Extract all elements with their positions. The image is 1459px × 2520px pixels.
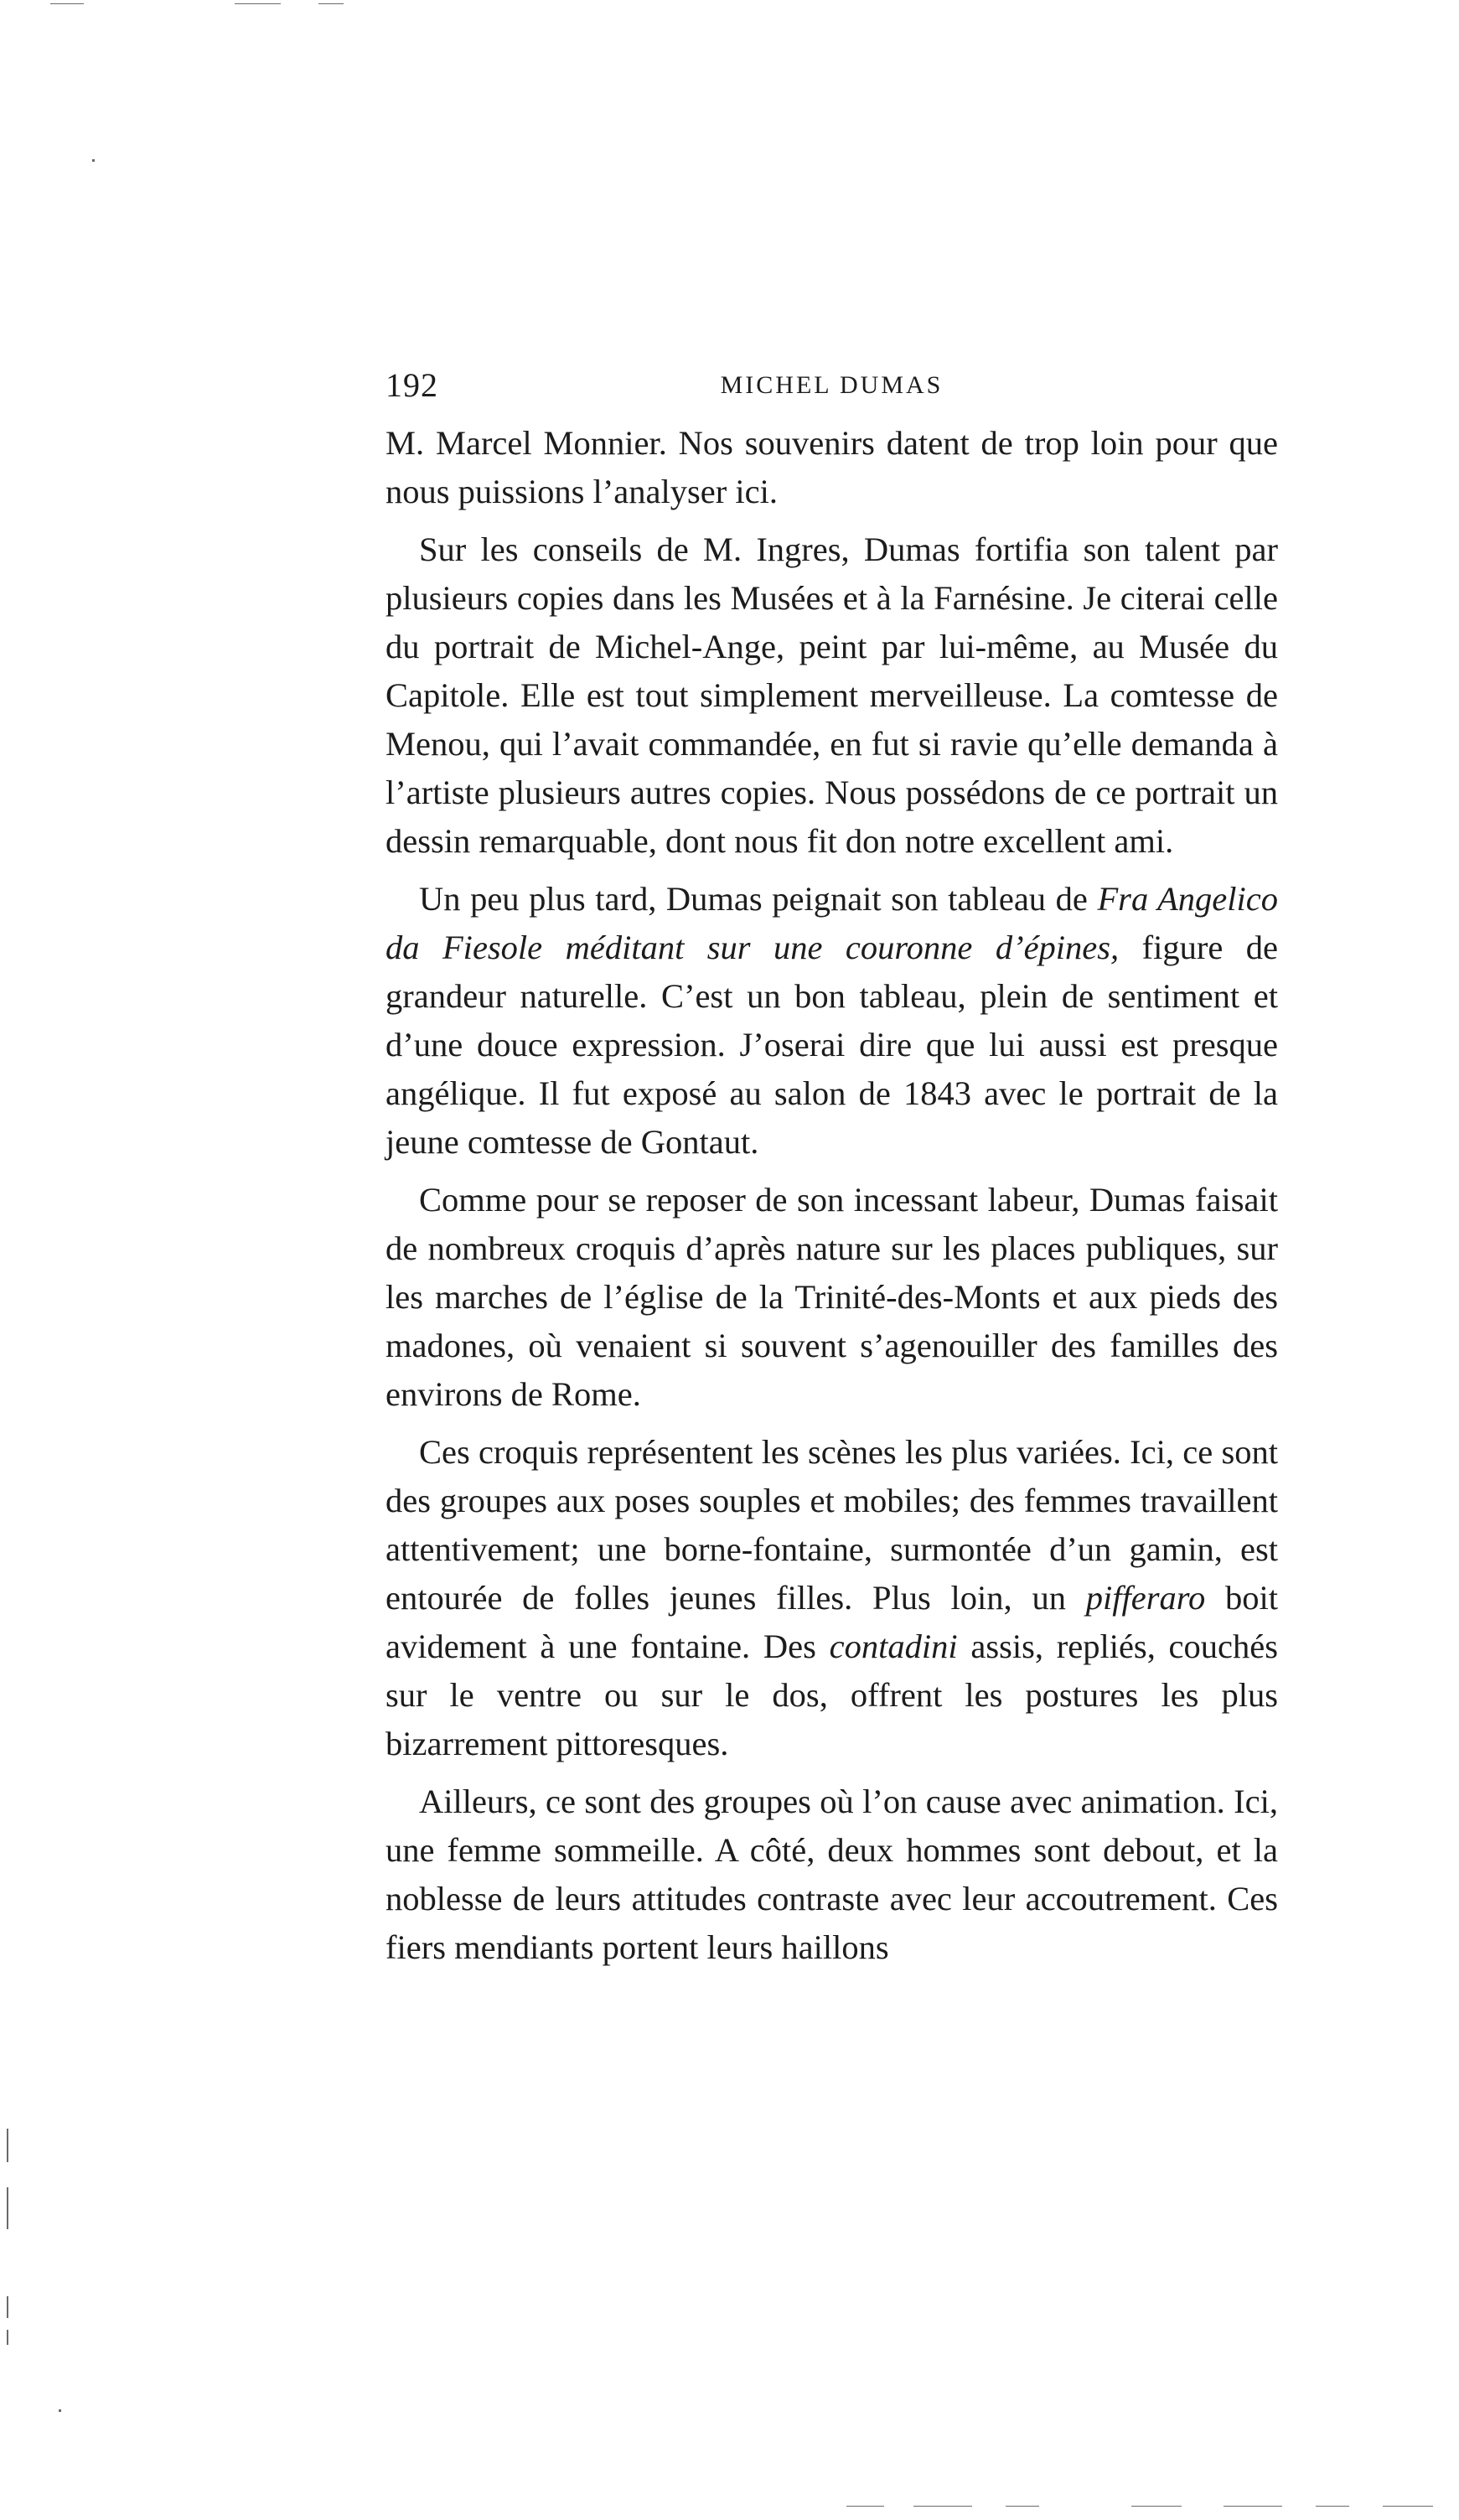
painting-title: Fra Angelico da Fiesole méditant sur une couronne d’épines, bbox=[385, 880, 1278, 966]
paragraph-5 bbox=[385, 1428, 1278, 1768]
paragraph-6: Ailleurs, ce sont des groupes où l’on cause avec animation. Ici, une femme sommeille. A côté, deux hommes sont debout, et la noblesse de leurs attitudes contraste avec leur accoutrement. Ces fiers mendiants portent leurs haillons bbox=[385, 1783, 1278, 1966]
paragraph-3 bbox=[385, 875, 1278, 1167]
scan-mark bbox=[1006, 2506, 1039, 2507]
paragraph-3-text-before: Un peu plus tard, Dumas peignait son tableau de bbox=[419, 880, 1098, 918]
paragraph-5-text-before: Ces croquis représentent les scènes les plus variées. Ici, ce sont des groupes aux poses souples et mobiles; des femmes travaillent attentivement; une borne-fontaine, surmontée d’un gamin, est entourée de folles jeunes filles. Plus loin, un bbox=[385, 1433, 1278, 1617]
scan-mark bbox=[318, 3, 344, 4]
scan-mark bbox=[7, 2187, 8, 2229]
running-head bbox=[385, 360, 1278, 411]
scan-mark bbox=[1131, 2506, 1182, 2507]
scan-mark bbox=[92, 159, 95, 162]
scan-mark bbox=[50, 3, 84, 4]
scan-mark bbox=[7, 2296, 8, 2318]
body-text bbox=[385, 419, 1278, 1981]
paragraph-1: M. Marcel Monnier. Nos souvenirs datent de trop loin pour que nous puissions l’analyser ici. bbox=[385, 424, 1278, 510]
paragraph-2: Sur les conseils de M. Ingres, Dumas fortifia son talent par plusieurs copies dans les Musées et à la Farnésine. Je citerai celle du portrait de Michel-Ange, peint par lui-même, au Musée du Capitole. Elle est tout simplement merveilleuse. La comtesse de Menou, qui l’avait commandée, en fut si ravie qu’elle demanda à l’artiste plusieurs autres copies. Nous possédons de ce portrait un dessin remarquable, dont nous fit don notre excellent ami. bbox=[385, 530, 1278, 860]
paragraph-5-text-middle: boit avidement à une fontaine. Des bbox=[385, 1579, 1279, 1665]
scan-mark bbox=[846, 2506, 884, 2507]
paragraph-5-text-after: assis, repliés, couchés sur le ventre ou sur le dos, offrent les postures les plus bizarrement pittoresques. bbox=[385, 1627, 1278, 1762]
paragraph-3-text-after: figure de grandeur naturelle. C’est un bon tableau, plein de sentiment et d’une douce expression. J’oserai dire que lui aussi est presque angélique. Il fut exposé au salon de 1843 avec le portrait de la jeune comtesse de Gontaut. bbox=[385, 929, 1278, 1161]
scan-mark bbox=[7, 2330, 8, 2345]
scan-mark bbox=[1383, 2506, 1433, 2507]
scan-mark bbox=[59, 2409, 61, 2412]
scan-mark bbox=[1224, 2506, 1282, 2507]
scan-mark bbox=[1316, 2506, 1349, 2507]
scan-mark bbox=[7, 2129, 8, 2162]
scan-mark bbox=[235, 3, 281, 4]
scan-mark bbox=[913, 2506, 972, 2507]
running-title: MICHEL DUMAS bbox=[720, 371, 944, 399]
paragraph-4: Comme pour se reposer de son incessant labeur, Dumas faisait de nombreux croquis d’après nature sur les places publiques, sur les marches de l’église de la Trinité-des-Monts et aux pieds des madones, où venaient si souvent s’agenouiller des familles des environs de Rome. bbox=[385, 1181, 1278, 1413]
italic-term-pifferaro: pifferaro bbox=[1085, 1579, 1206, 1617]
italic-term-contadini: contadini bbox=[829, 1627, 958, 1665]
page-number: 192 bbox=[385, 366, 438, 404]
